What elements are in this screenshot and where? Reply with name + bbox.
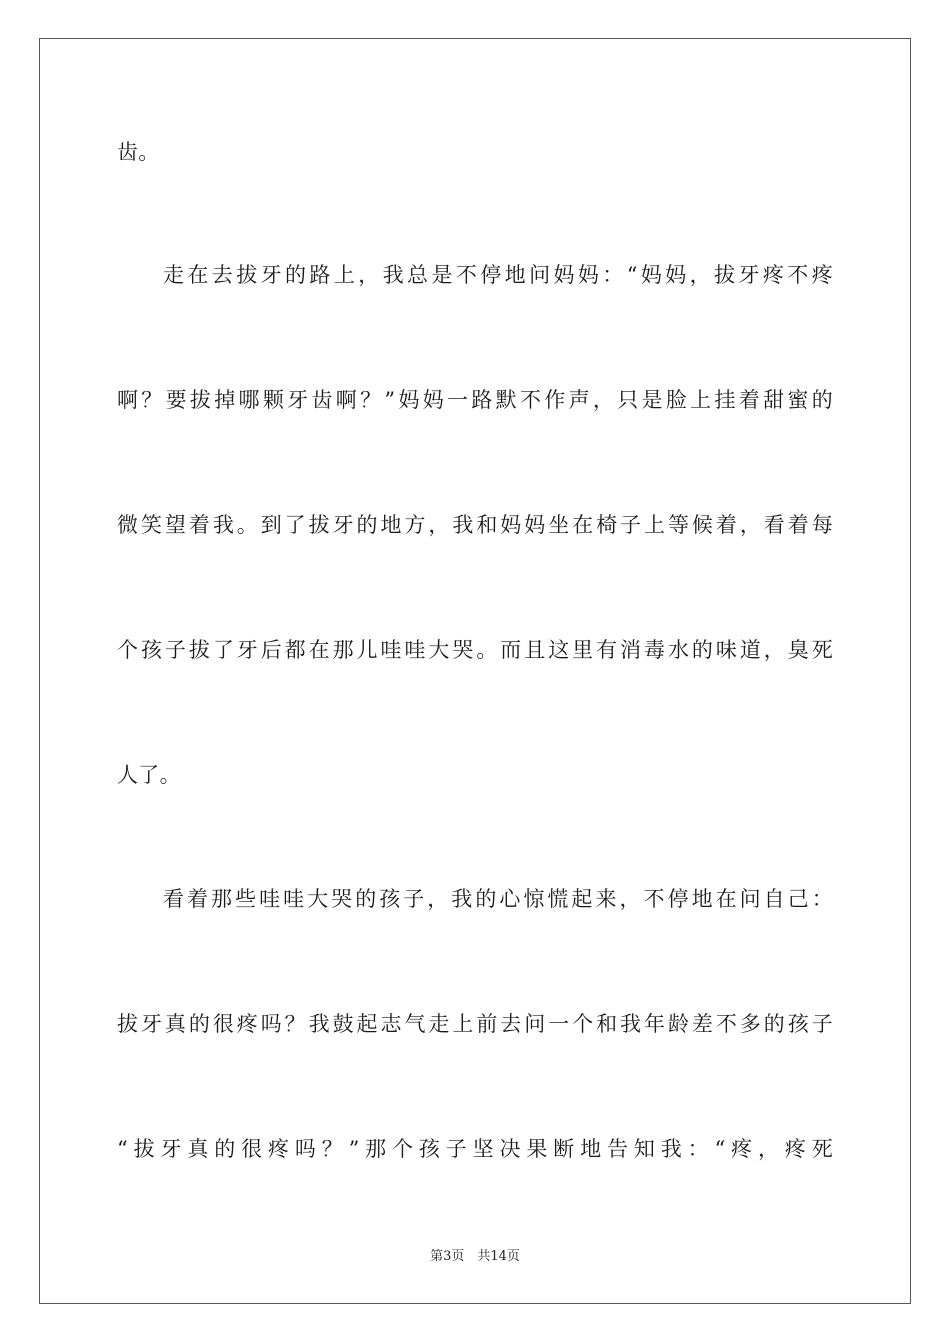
text-line-2: 走在去拔牙的路上，我总是不停地问妈妈：“妈妈，拔牙疼不疼 — [163, 263, 833, 287]
page-border — [39, 38, 911, 1304]
text-line-1: 齿。 — [117, 140, 160, 164]
text-line-8: 拔牙真的很疼吗？我鼓起志气走上前去问一个和我年龄差不多的孩子 — [117, 1012, 833, 1036]
text-line-7: 看着那些哇哇大哭的孩子，我的心惊慌起来，不停地在问自己： — [163, 887, 833, 911]
text-line-6: 人了。 — [117, 763, 181, 787]
text-line-5: 个孩子拔了牙后都在那儿哇哇大哭。而且这里有消毒水的味道，臭死 — [117, 638, 833, 662]
text-line-4: 微笑望着我。到了拔牙的地方，我和妈妈坐在椅子上等候着，看着每 — [117, 513, 833, 537]
text-line-3: 啊？要拔掉哪颗牙齿啊？”妈妈一路默不作声，只是脸上挂着甜蜜的 — [117, 388, 833, 412]
page-number-footer: 第3页 共14页 — [430, 1249, 520, 1264]
text-line-9: “拔牙真的很疼吗？”那个孩子坚决果断地告知我：“疼，疼死 — [117, 1137, 833, 1161]
